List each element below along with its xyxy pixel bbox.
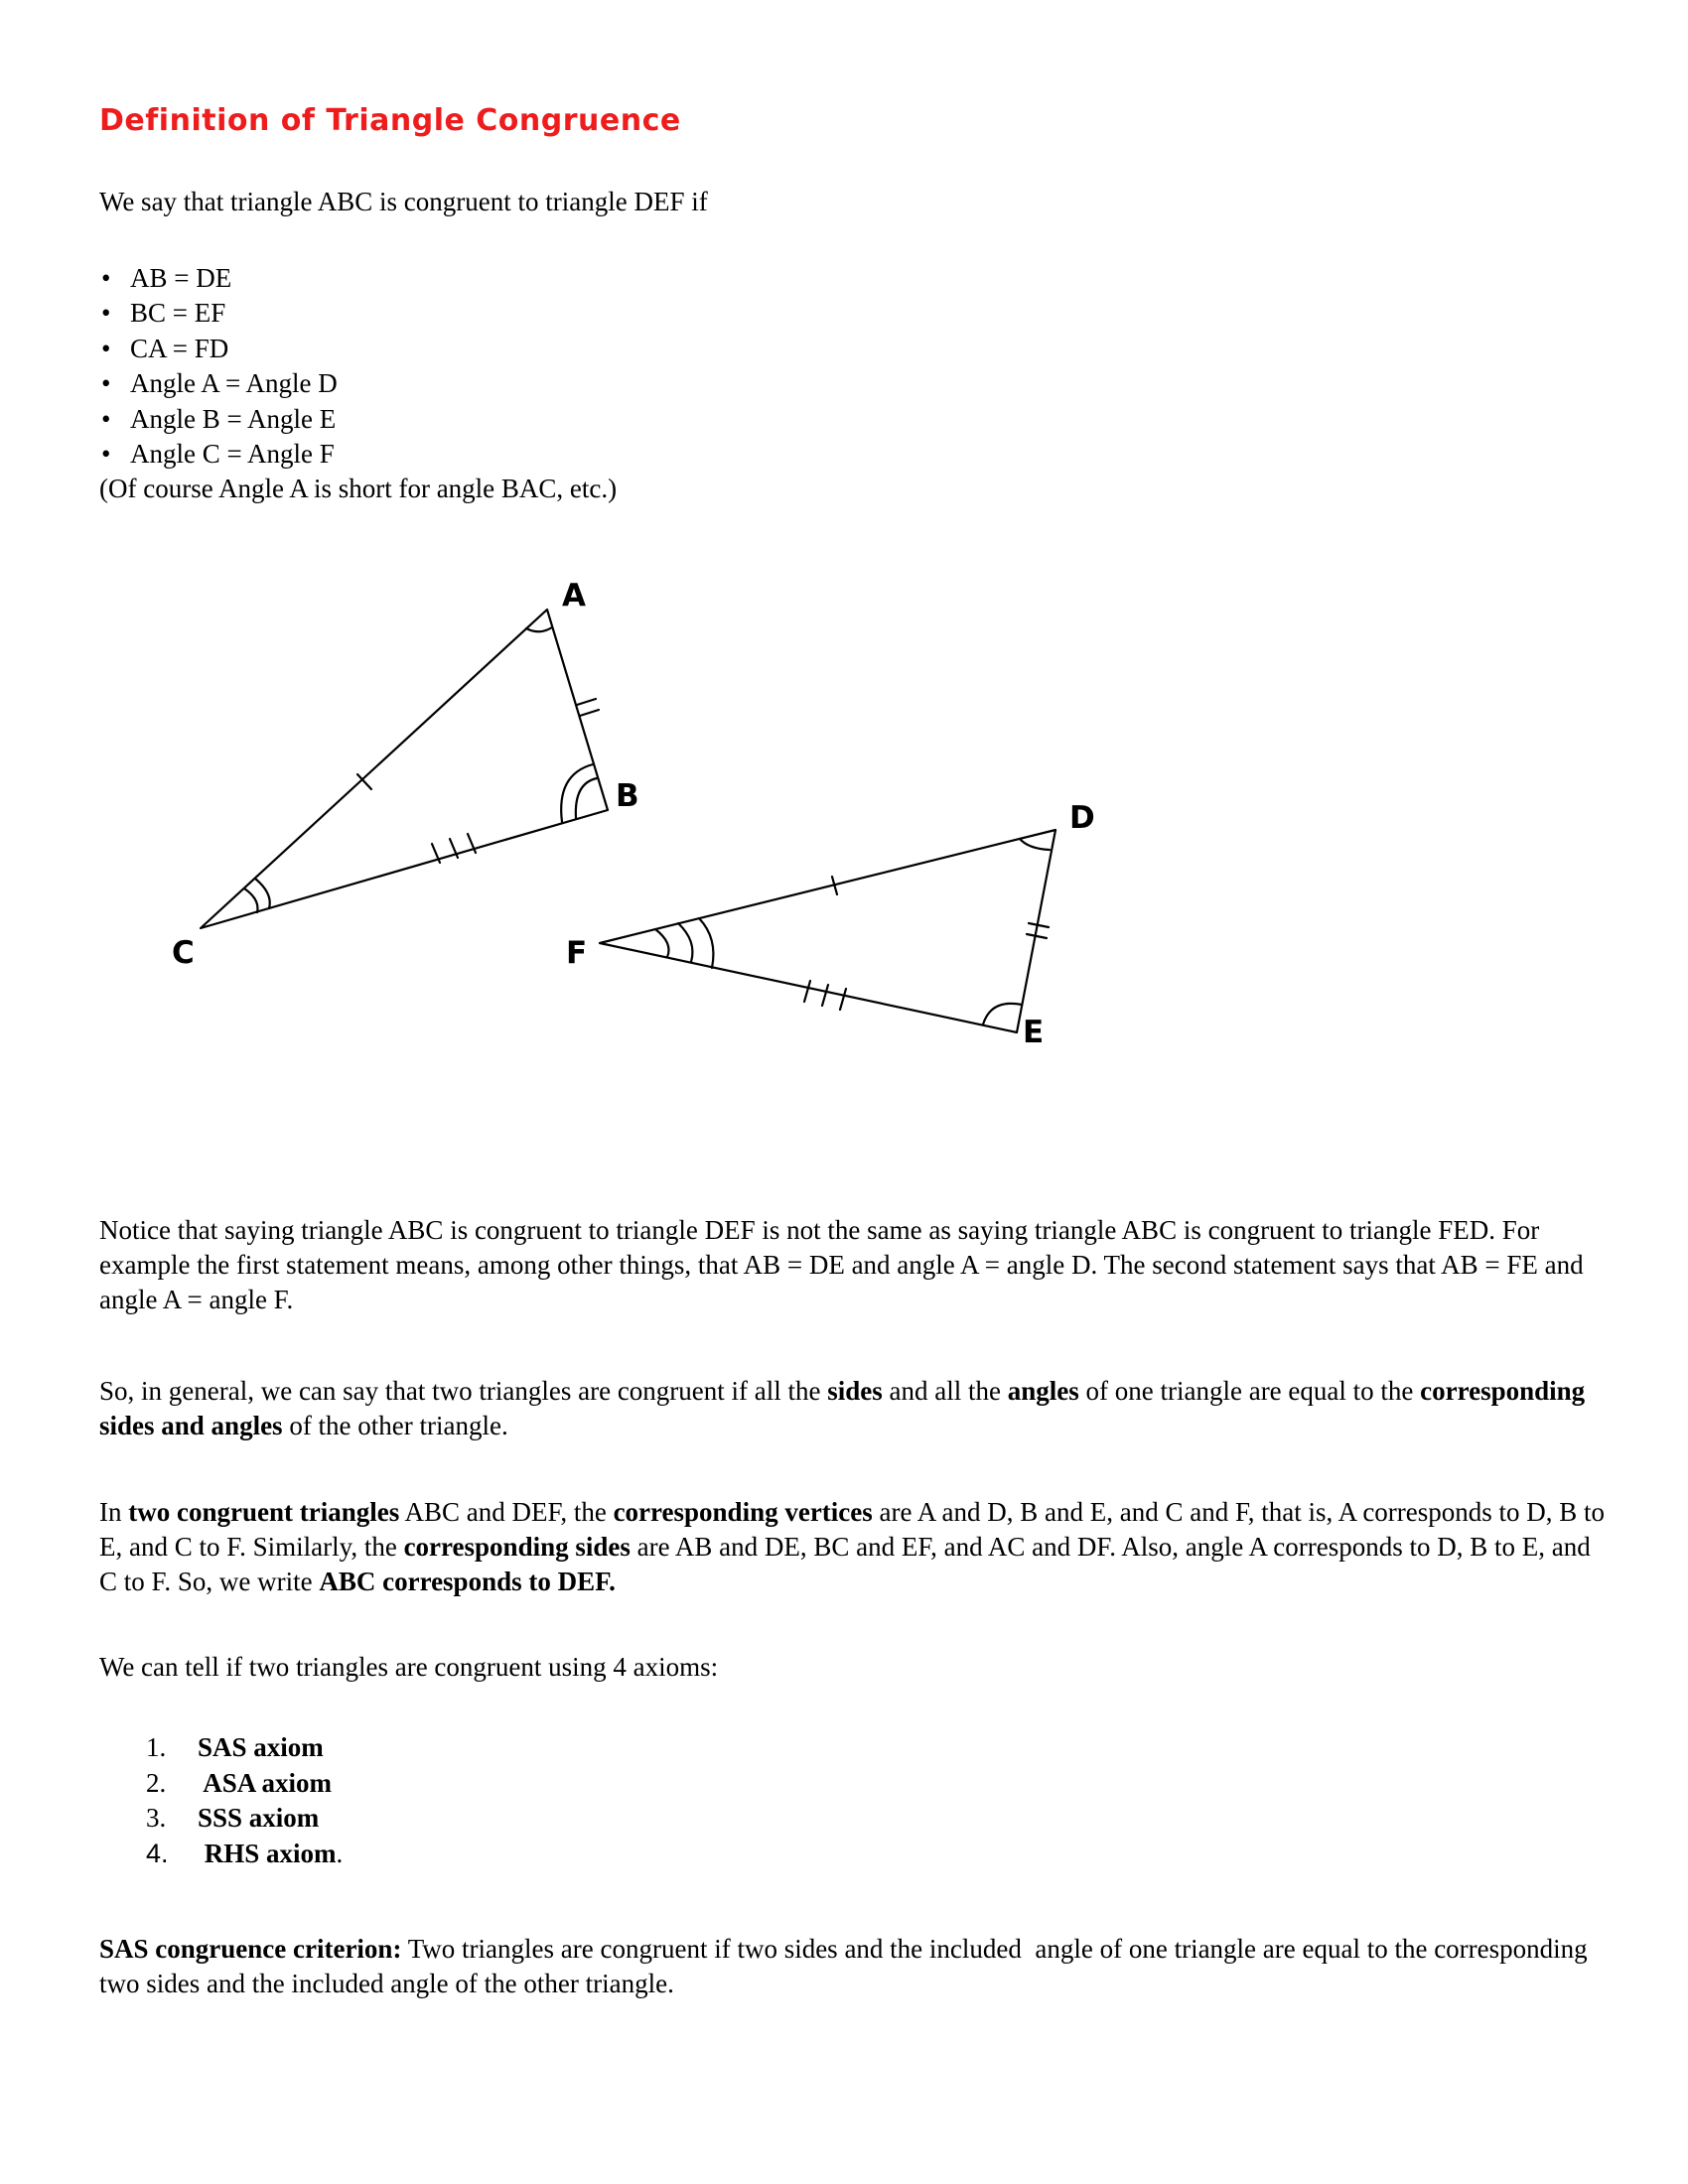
page-title: Definition of Triangle Congruence (99, 103, 681, 138)
condition-item: • Angle B = Angle E (99, 402, 338, 437)
tick-mark (822, 985, 828, 1006)
condition-item: • Angle A = Angle D (99, 366, 338, 401)
condition-item: • CA = FD (99, 332, 338, 366)
angle-arc-d (1020, 839, 1050, 850)
angle-arc-a (526, 627, 552, 631)
condition-item: • AB = DE (99, 261, 338, 296)
text-run: of the other triangle. (282, 1411, 508, 1440)
tick-mark (1027, 934, 1047, 938)
axiom-suffix: . (336, 1838, 344, 1868)
axiom-label: SSS axiom (198, 1803, 320, 1834)
text-run: are A and D, B and E, and C and F, that is, A corresponds to D, B to E, and C to F. Similarly, the (99, 1497, 1606, 1562)
congruent-triangles-figure (159, 566, 1102, 1062)
bold-text: angles (1007, 1376, 1079, 1406)
text-run: ABC and DEF, the (399, 1497, 614, 1527)
angle-arc-b (561, 764, 593, 822)
vertex-label-e: E (1023, 1015, 1045, 1050)
angle-arc-c (244, 888, 257, 912)
axiom-number: 3. (146, 1803, 167, 1834)
bold-text: corresponding sides and angles (99, 1376, 1586, 1440)
axioms-list (146, 1730, 343, 1871)
angle-note: (Of course Angle A is short for angle BAC, etc.) (99, 474, 618, 503)
bold-text: ABC corresponds to DEF. (319, 1567, 616, 1596)
angle-arc-f (678, 923, 692, 962)
axiom-label: RHS axiom (198, 1838, 337, 1868)
text-run: In (99, 1497, 129, 1527)
text-run: Two triangles are congruent if two sides and the included angle of one triangle are equal to the corresponding two sides and the included angle of the other triangle. (99, 1934, 1595, 1998)
vertex-label-f: F (566, 935, 588, 971)
bold-text: sides (827, 1376, 883, 1406)
condition-item: • Angle C = Angle F (99, 437, 338, 472)
general-paragraph (99, 1374, 1609, 1443)
sas-criterion-paragraph (99, 1932, 1609, 2001)
vertex-label-d: D (1069, 800, 1095, 836)
condition-item: • BC = EF (99, 296, 338, 331)
axiom-item (146, 1837, 343, 1872)
intro-text: We say that triangle ABC is congruent to triangle DEF if (99, 187, 708, 216)
tick-mark (840, 989, 846, 1010)
triangle-def (600, 830, 1055, 1032)
tick-mark (577, 699, 596, 705)
vertex-label-b: B (616, 778, 639, 814)
axiom-item (146, 1766, 343, 1802)
angle-arc-f (699, 918, 713, 968)
axiom-number: 2. (146, 1767, 167, 1798)
correspondence-paragraph (99, 1495, 1609, 1599)
axiom-label: ASA axiom (198, 1767, 333, 1798)
conditions-list (99, 261, 338, 472)
text-run: are AB and DE, BC and EF, and AC and DF. Also, angle A corresponds to D, B to E, and C to F. So, we write (99, 1532, 1591, 1596)
bold-text: corresponding vertices (613, 1497, 873, 1527)
notice-paragraph: Notice that saying triangle ABC is congruent to triangle DEF is not the same as saying triangle ABC is congruent to triangle FED. For example the first statement means, among other things, that AB = DE and angle A = angle D. The second statement says that AB = FE and angle A = angle F. (99, 1215, 1584, 1314)
bold-text: two congruent triangles (128, 1497, 400, 1527)
text-run: and all the (882, 1376, 1008, 1406)
vertex-label-c: C (172, 935, 195, 971)
axioms-intro: We can tell if two triangles are congruent using 4 axioms: (99, 1652, 719, 1682)
text-run: of one triangle are equal to the (1078, 1376, 1421, 1406)
axiom-number: 1. (146, 1732, 167, 1762)
angle-arc-f (655, 929, 669, 957)
triangle-abc (201, 610, 608, 928)
tick-mark (804, 981, 810, 1002)
axiom-item (146, 1801, 343, 1837)
angle-arc-b (576, 778, 597, 818)
text-run: So, in general, we can say that two triangles are congruent if all the (99, 1376, 828, 1406)
axiom-number: 4. (146, 1838, 169, 1868)
axiom-item (146, 1730, 343, 1766)
bold-text: corresponding sides (403, 1532, 631, 1562)
bold-text: SAS congruence criterion: (99, 1934, 402, 1964)
vertex-label-a: A (562, 578, 586, 614)
axiom-label: SAS axiom (198, 1732, 324, 1762)
angle-arc-e (983, 1004, 1022, 1024)
tick-mark (580, 710, 599, 716)
